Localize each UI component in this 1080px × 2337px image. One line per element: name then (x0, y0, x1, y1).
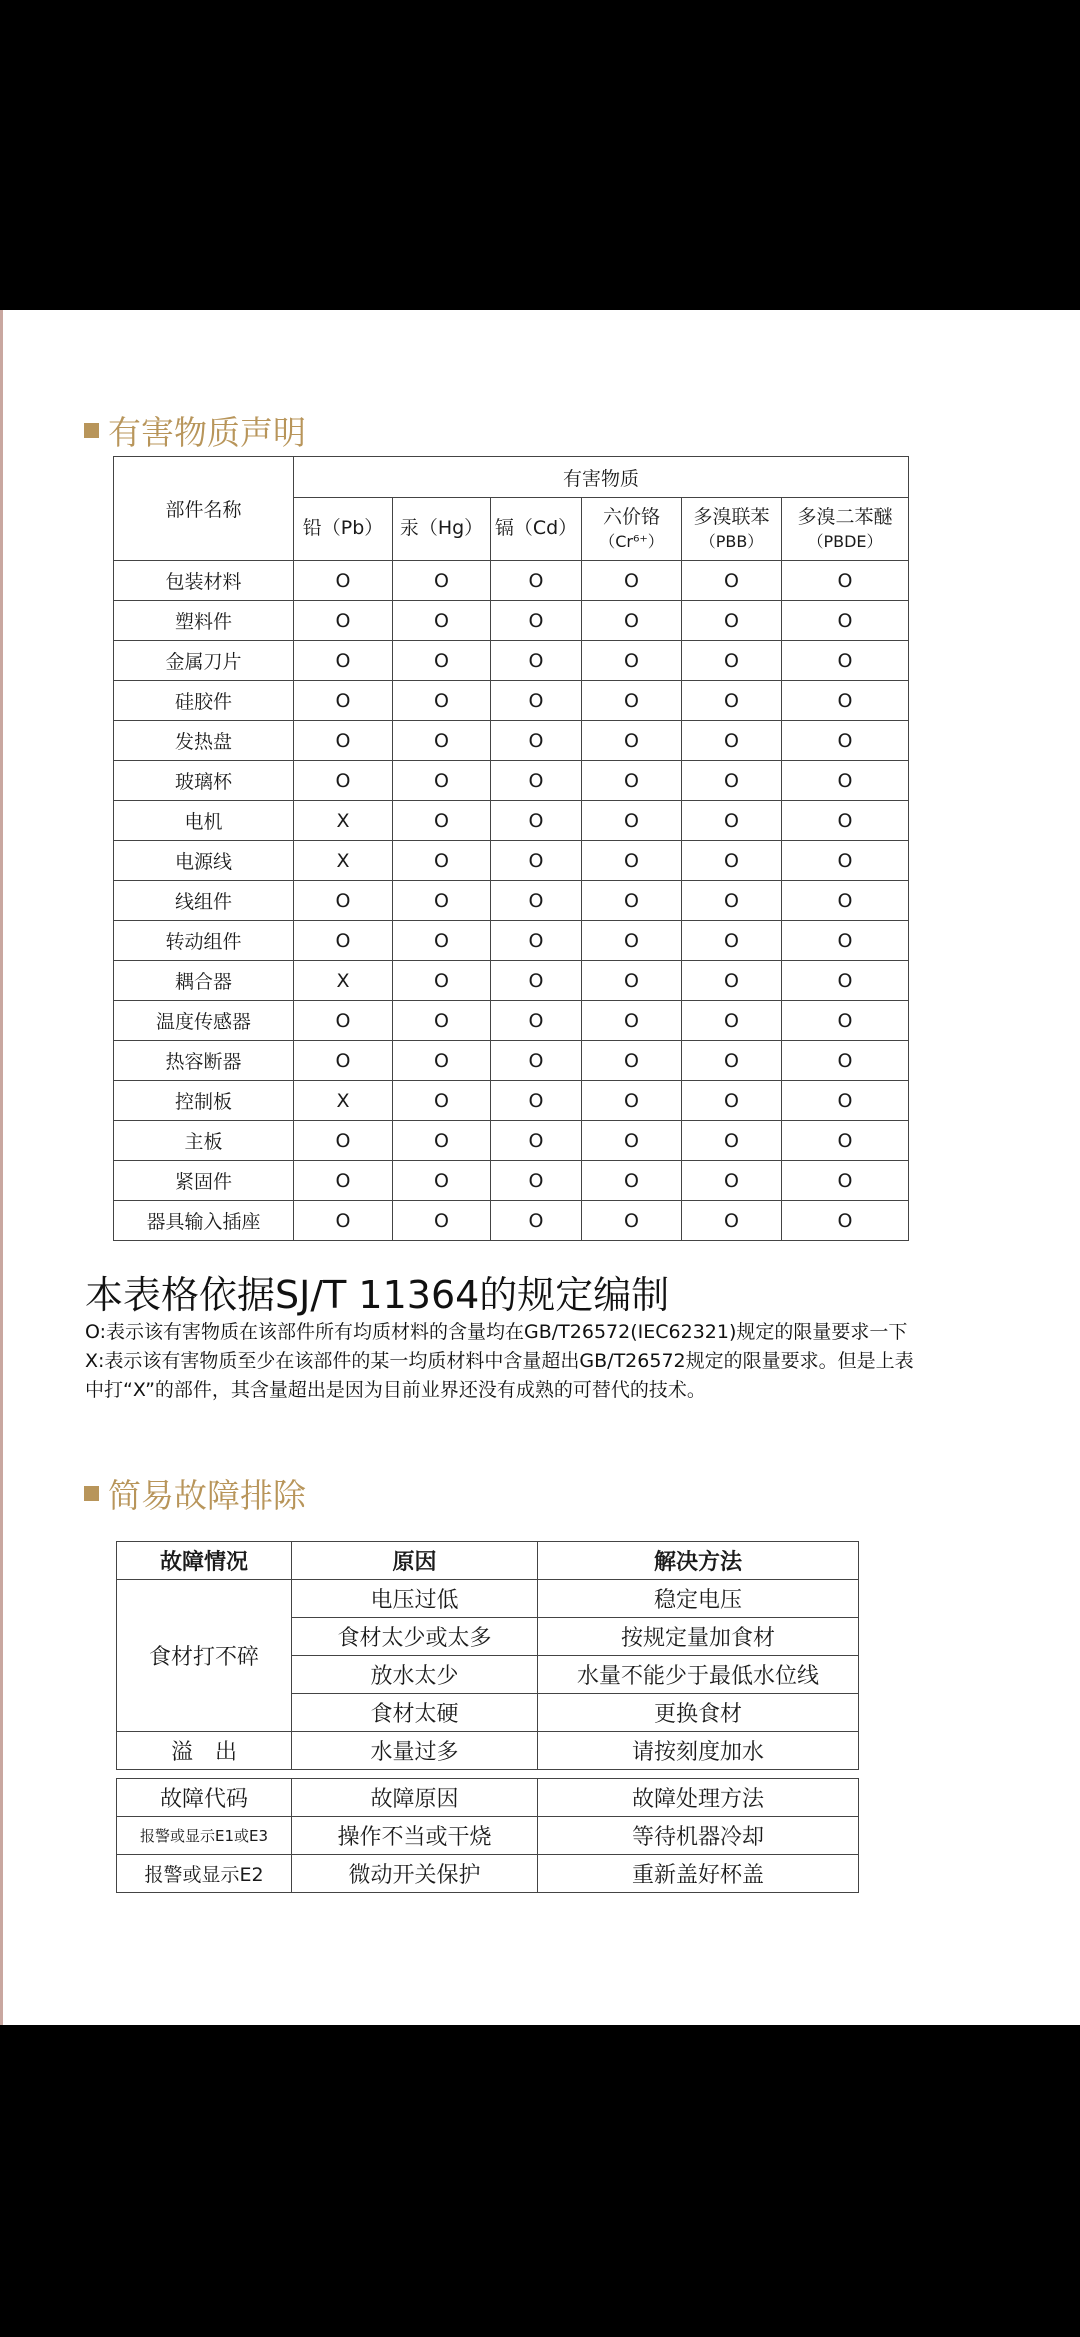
standard-notes (85, 1272, 1080, 1405)
table-row (117, 1817, 859, 1855)
part-name: 玻璃杯 (114, 761, 294, 801)
substance-mark: O (294, 561, 393, 601)
part-name: 塑料件 (114, 601, 294, 641)
legend-o: O:表示该有害物质在该部件所有均质材料的含量均在GB/T26572(IEC62321)规定的限量要求一下 (85, 1321, 908, 1343)
substance-symbol: （PBDE） (807, 532, 883, 552)
substance-mark: O (393, 601, 491, 641)
substance-mark: O (582, 641, 682, 681)
substance-mark: O (782, 841, 909, 881)
table-row (117, 1580, 859, 1618)
substance-mark: O (294, 881, 393, 921)
substance-mark: O (582, 801, 682, 841)
substance-mark: O (294, 1001, 393, 1041)
substance-mark: O (682, 1121, 782, 1161)
substance-mark: O (491, 881, 582, 921)
substance-header (582, 498, 682, 561)
substance-mark: O (491, 921, 582, 961)
substance-mark: O (294, 721, 393, 761)
substance-mark: O (582, 1041, 682, 1081)
substance-mark: O (682, 1041, 782, 1081)
hazard-section-title: 有害物质声明 (84, 407, 306, 454)
substance-mark: O (782, 721, 909, 761)
substance-mark: O (782, 801, 909, 841)
substance-mark: O (393, 801, 491, 841)
substance-mark: O (582, 761, 682, 801)
substance-mark: O (393, 761, 491, 801)
error-fix: 等待机器冷却 (538, 1817, 859, 1855)
substance-mark: O (491, 761, 582, 801)
substance-name: 铅（Pb） (302, 517, 384, 540)
substance-mark: O (491, 1121, 582, 1161)
substance-mark: O (682, 1001, 782, 1041)
substance-mark: O (393, 1081, 491, 1121)
table-row (114, 1121, 909, 1161)
document-page (0, 310, 1080, 2025)
substance-mark: O (582, 1081, 682, 1121)
error-code: 报警或显示E1或E3 (117, 1817, 292, 1855)
substance-mark: O (393, 1121, 491, 1161)
substance-mark: O (582, 961, 682, 1001)
substance-name: 汞（Hg） (399, 517, 484, 540)
substance-name: 多溴二苯醚 (797, 506, 893, 529)
substance-mark: O (393, 961, 491, 1001)
table-row (114, 1201, 909, 1241)
fault-condition: 溢 出 (117, 1732, 292, 1770)
table-row (114, 1001, 909, 1041)
substance-mark: O (393, 921, 491, 961)
substance-mark: O (393, 641, 491, 681)
substance-mark: O (682, 801, 782, 841)
substance-mark: O (294, 641, 393, 681)
table-row (117, 1855, 859, 1893)
fault-condition: 食材打不碎 (117, 1580, 292, 1732)
code-cause-header: 故障原因 (292, 1779, 538, 1817)
code-fix-header: 故障处理方法 (538, 1779, 859, 1817)
substance-mark: O (782, 1041, 909, 1081)
substance-mark: O (582, 881, 682, 921)
substance-mark: O (682, 1081, 782, 1121)
part-name: 包装材料 (114, 561, 294, 601)
table-row (114, 1161, 909, 1201)
substance-mark: O (294, 921, 393, 961)
table-row (114, 881, 909, 921)
part-name: 控制板 (114, 1081, 294, 1121)
error-code: 报警或显示E2 (117, 1855, 292, 1893)
substance-mark: X (294, 841, 393, 881)
substance-mark: O (682, 641, 782, 681)
error-cause: 微动开关保护 (292, 1855, 538, 1893)
substance-mark: O (782, 961, 909, 1001)
substance-mark: O (491, 801, 582, 841)
part-name: 电源线 (114, 841, 294, 881)
table-spacer (117, 1770, 859, 1779)
code-header: 故障代码 (117, 1779, 292, 1817)
substance-mark: O (682, 561, 782, 601)
substance-mark: O (491, 1161, 582, 1201)
table-row (114, 801, 909, 841)
substance-mark: O (682, 721, 782, 761)
substance-mark: O (782, 601, 909, 641)
substance-mark: O (393, 681, 491, 721)
part-name-header: 部件名称 (114, 457, 294, 561)
substance-mark: O (294, 761, 393, 801)
substance-mark: O (491, 641, 582, 681)
substance-mark: O (491, 1081, 582, 1121)
substance-mark: O (782, 1121, 909, 1161)
fault-cause-header: 原因 (292, 1542, 538, 1580)
substance-mark: O (491, 841, 582, 881)
substance-mark: O (582, 721, 682, 761)
fault-cause: 食材太少或太多 (292, 1618, 538, 1656)
substance-mark: O (682, 841, 782, 881)
square-bullet-icon (84, 1486, 99, 1501)
legend-x-continued: 中打“X”的部件，其含量超出是因为目前业界还没有成熟的可替代的技术。 (85, 1379, 706, 1401)
substance-mark: O (491, 721, 582, 761)
substance-mark: O (782, 1201, 909, 1241)
code-header-row (117, 1779, 859, 1817)
part-name: 温度传感器 (114, 1001, 294, 1041)
substance-mark: O (294, 681, 393, 721)
substance-mark: O (782, 561, 909, 601)
substance-mark: O (582, 1001, 682, 1041)
substance-mark: O (582, 1121, 682, 1161)
standard-note: 本表格依据SJ/T 11364的规定编制 (85, 1273, 670, 1317)
table-row (114, 561, 909, 601)
substance-header (782, 498, 909, 561)
substance-header (682, 498, 782, 561)
substance-mark: O (782, 1161, 909, 1201)
part-name: 热容断器 (114, 1041, 294, 1081)
part-name: 主板 (114, 1121, 294, 1161)
substance-mark: O (682, 761, 782, 801)
substance-mark: O (393, 1161, 491, 1201)
substance-mark: O (294, 601, 393, 641)
substance-mark: O (682, 961, 782, 1001)
substance-mark: X (294, 961, 393, 1001)
legend-x: X:表示该有害物质至少在该部件的某一均质材料中含量超出GB/T26572规定的限量要求。但是上表 (85, 1350, 914, 1372)
substance-mark: O (682, 681, 782, 721)
table-row (114, 641, 909, 681)
substance-mark: O (294, 1161, 393, 1201)
substance-mark: O (582, 841, 682, 881)
table-row (114, 681, 909, 721)
table-row (114, 921, 909, 961)
fault-fix: 请按刻度加水 (538, 1732, 859, 1770)
substance-mark: O (682, 1201, 782, 1241)
part-name: 硅胶件 (114, 681, 294, 721)
table-row (114, 721, 909, 761)
substance-mark: O (491, 561, 582, 601)
fault-cause: 水量过多 (292, 1732, 538, 1770)
substance-mark: O (491, 961, 582, 1001)
substance-header (393, 498, 491, 561)
substance-mark: O (782, 881, 909, 921)
substance-mark: O (782, 921, 909, 961)
substance-mark: O (782, 1001, 909, 1041)
table-row (114, 601, 909, 641)
substance-mark: O (491, 1041, 582, 1081)
substance-mark: O (294, 1121, 393, 1161)
substance-mark: O (582, 561, 682, 601)
substance-mark: O (393, 721, 491, 761)
substance-mark: O (782, 761, 909, 801)
substance-mark: O (491, 1001, 582, 1041)
fault-fix: 水量不能少于最低水位线 (538, 1656, 859, 1694)
part-name: 线组件 (114, 881, 294, 921)
substance-symbol: （Cr⁶⁺） (599, 532, 664, 552)
substance-mark: X (294, 801, 393, 841)
error-fix: 重新盖好杯盖 (538, 1855, 859, 1893)
fault-fix: 更换食材 (538, 1694, 859, 1732)
substance-symbol: （PBB） (699, 532, 764, 552)
part-name: 转动组件 (114, 921, 294, 961)
substance-name: 镉（Cd） (494, 517, 578, 540)
substance-mark: O (393, 561, 491, 601)
substance-header (294, 498, 393, 561)
substance-header (491, 498, 582, 561)
substance-mark: O (294, 1201, 393, 1241)
substance-mark: O (393, 1041, 491, 1081)
substance-mark: O (491, 1201, 582, 1241)
part-name: 器具输入插座 (114, 1201, 294, 1241)
substance-mark: O (782, 1081, 909, 1121)
fault-condition-header: 故障情况 (117, 1542, 292, 1580)
substance-mark: O (582, 921, 682, 961)
table-row (114, 1041, 909, 1081)
substance-mark: O (682, 881, 782, 921)
table-row (117, 1732, 859, 1770)
fault-fix: 按规定量加食材 (538, 1618, 859, 1656)
substance-mark: O (582, 1161, 682, 1201)
fault-cause: 食材太硬 (292, 1694, 538, 1732)
hazardous-substances-table (113, 456, 909, 1241)
substance-name: 六价铬 (602, 506, 660, 529)
hazardous-substance-header: 有害物质 (294, 457, 909, 498)
part-name: 发热盘 (114, 721, 294, 761)
substance-mark: O (582, 601, 682, 641)
fault-fix-header: 解决方法 (538, 1542, 859, 1580)
page-edge (0, 310, 3, 2025)
square-bullet-icon (84, 423, 99, 438)
substance-mark: O (491, 681, 582, 721)
table-row (114, 1081, 909, 1121)
part-name: 电机 (114, 801, 294, 841)
part-name: 耦合器 (114, 961, 294, 1001)
substance-mark: O (782, 641, 909, 681)
substance-mark: O (393, 881, 491, 921)
troubleshooting-table (116, 1541, 859, 1893)
substance-mark: O (393, 841, 491, 881)
substance-mark: O (294, 1041, 393, 1081)
substance-mark: O (782, 681, 909, 721)
substance-mark: O (393, 1001, 491, 1041)
fault-fix: 稳定电压 (538, 1580, 859, 1618)
table-row (114, 761, 909, 801)
table-row (114, 841, 909, 881)
fault-header-row (117, 1542, 859, 1580)
substance-mark: O (682, 921, 782, 961)
substance-mark: O (582, 681, 682, 721)
part-name: 紧固件 (114, 1161, 294, 1201)
substance-mark: O (393, 1201, 491, 1241)
substance-mark: O (582, 1201, 682, 1241)
substance-mark: X (294, 1081, 393, 1121)
substance-mark: O (682, 601, 782, 641)
substance-mark: O (682, 1161, 782, 1201)
fault-cause: 放水太少 (292, 1656, 538, 1694)
fault-cause: 电压过低 (292, 1580, 538, 1618)
error-cause: 操作不当或干烧 (292, 1817, 538, 1855)
part-name: 金属刀片 (114, 641, 294, 681)
substance-name: 多溴联苯 (693, 506, 770, 529)
table-row (114, 961, 909, 1001)
fault-section-title: 简易故障排除 (84, 1470, 306, 1517)
substance-mark: O (491, 601, 582, 641)
